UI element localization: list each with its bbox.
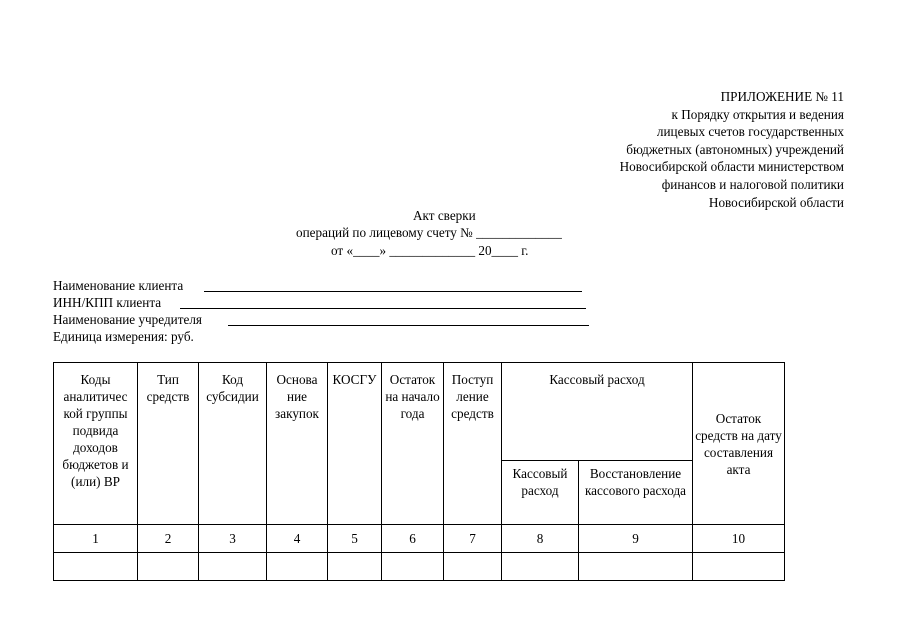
header-opening-balance: Остаток на начало года (382, 363, 444, 525)
appendix-line: лицевых счетов государственных (656, 124, 844, 140)
header-subsidy-code: Код субсидии (199, 363, 267, 525)
column-number: 2 (138, 525, 199, 553)
column-number: 3 (199, 525, 267, 553)
header-purchase-basis: Основа ние закупок (267, 363, 328, 525)
column-number: 1 (54, 525, 138, 553)
column-number: 7 (444, 525, 502, 553)
header-fund-type: Тип средств (138, 363, 199, 525)
appendix-line: Новосибирской области министерством (619, 159, 844, 175)
header-codes: Коды аналитичес кой группы подвида доходов бюджетов и (или) ВР (54, 363, 138, 525)
founder-field (53, 311, 202, 328)
appendix-line: ПРИЛОЖЕНИЕ № 11 (720, 89, 844, 104)
data-cell[interactable] (444, 553, 502, 581)
appendix-line: бюджетных (автономных) учреждений (626, 141, 844, 157)
appendix-line: финансов и налоговой политики (661, 176, 844, 192)
data-cell[interactable] (382, 553, 444, 581)
unit-label: Единица измерения: руб. (53, 329, 194, 344)
header-closing-balance: Остаток средств на дату составления акта (693, 363, 785, 525)
client-name-blank (204, 291, 582, 292)
reconciliation-table (53, 362, 785, 581)
column-number: 8 (502, 525, 579, 553)
header-kosgu: КОСГУ (328, 363, 382, 525)
column-number: 4 (267, 525, 328, 553)
title-act: Акт сверки (413, 208, 476, 223)
title-date: от «____» _____________ 20____ г. (331, 243, 529, 258)
column-number: 6 (382, 525, 444, 553)
data-cell[interactable] (693, 553, 785, 581)
header-receipts: Поступ ление средств (444, 363, 502, 525)
unit-field (53, 328, 202, 345)
client-name-field (53, 277, 202, 294)
founder-label: Наименование учредителя (53, 312, 202, 327)
data-cell[interactable] (328, 553, 382, 581)
inn-kpp-field (53, 294, 202, 311)
inn-kpp-blank (180, 308, 586, 309)
data-cell[interactable] (54, 553, 138, 581)
client-fields (53, 277, 202, 345)
data-cell[interactable] (138, 553, 199, 581)
data-cell[interactable] (579, 553, 693, 581)
title-account: операций по лицевому счету № _____________ (296, 225, 562, 240)
column-number: 5 (328, 525, 382, 553)
founder-blank (228, 325, 589, 326)
data-cell[interactable] (199, 553, 267, 581)
data-cell[interactable] (267, 553, 328, 581)
appendix-line: к Порядку открытия и ведения (671, 106, 844, 122)
column-number: 9 (579, 525, 693, 553)
client-name-label: Наименование клиента (53, 278, 184, 293)
appendix-line: Новосибирской области (708, 194, 844, 210)
column-number: 10 (693, 525, 785, 553)
appendix-header (544, 88, 844, 211)
inn-kpp-label: ИНН/КПП клиента (53, 295, 162, 310)
header-cash-expense: Кассовый расход (502, 461, 579, 525)
header-cash-expense-group: Кассовый расход (502, 363, 693, 461)
header-cash-expense-restore: Восстановление кассового расхода (579, 461, 693, 525)
data-cell[interactable] (502, 553, 579, 581)
